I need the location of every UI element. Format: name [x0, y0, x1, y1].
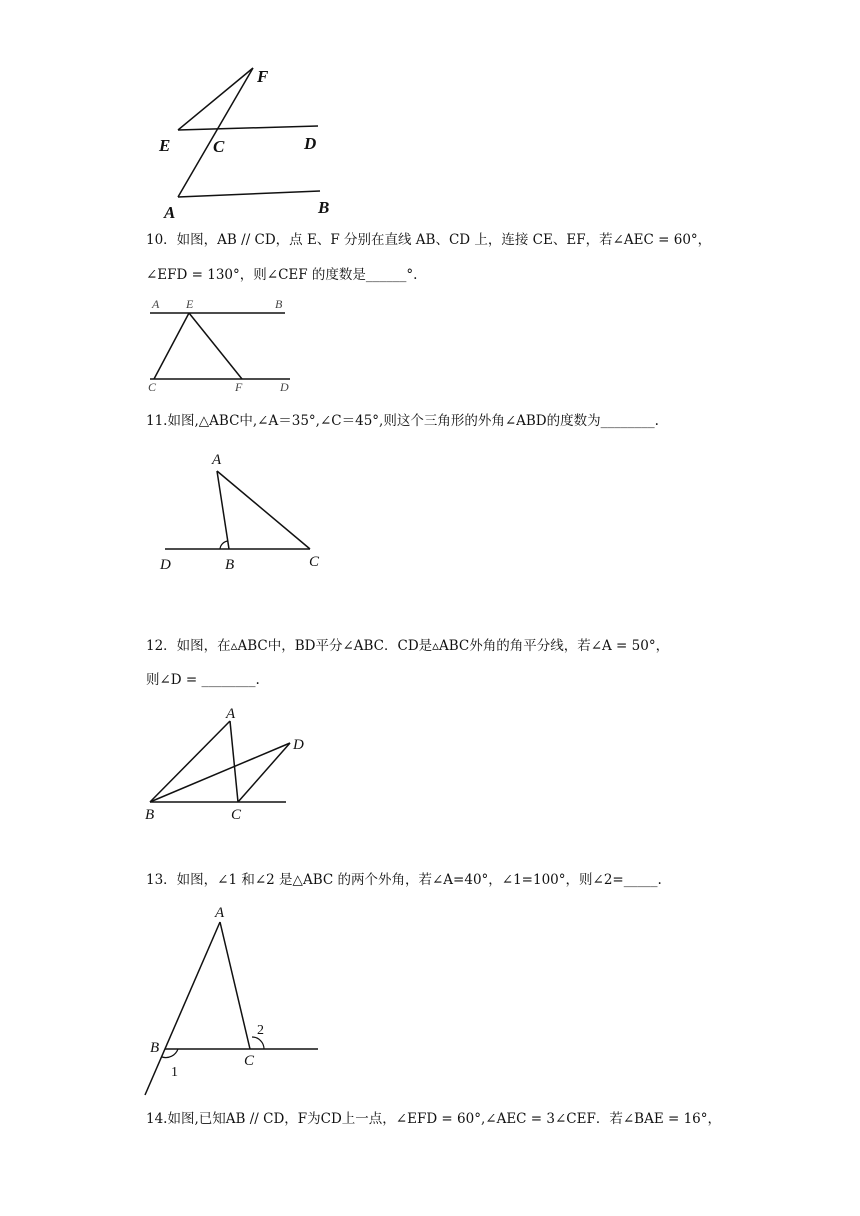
label-a: A: [152, 297, 160, 311]
angle-2-arc: [252, 1037, 264, 1049]
label-c: C: [231, 807, 242, 823]
label-d: D: [160, 557, 171, 573]
label-c: C: [309, 554, 320, 570]
segment-ef: [189, 313, 242, 379]
question-13-line-1: 13．如图，∠1 和∠2 是△ABC 的两个外角，若∠A=40°，∠1=100°，则∠2=_____.: [146, 872, 662, 888]
label-b: B: [318, 198, 330, 217]
segment-ba: [150, 721, 230, 802]
label-b: B: [150, 1040, 160, 1056]
label-f: F: [257, 67, 269, 86]
question-12-line-1: 12．如图，在▵ABC中，BD平分∠ABC．CD是▵ABC外角的角平分线，若∠A = 50°，: [146, 638, 670, 654]
question-11-line-1: 11.如图,△ABC中,∠A＝35°,∠C＝45°,则这个三角形的外角∠ABD的度数为________.: [146, 413, 659, 429]
label-b: B: [145, 807, 155, 823]
label-a: A: [226, 706, 236, 722]
segment-ab: [217, 471, 229, 549]
label-e: E: [186, 297, 194, 311]
angle-abd-arc: [220, 541, 228, 549]
line-ab-extended: [145, 922, 220, 1095]
label-f: F: [235, 380, 243, 394]
segment-ac: [220, 922, 250, 1049]
label-d: D: [280, 380, 289, 394]
figure-q13: [140, 900, 330, 1100]
question-12-line-2: 则∠D = ________.: [146, 672, 260, 688]
question-10-line-1: 10．如图，AB // CD，点 E、F 分别在直线 AB、CD 上，连接 CE、EF，若∠AEC = 60°，: [146, 232, 712, 248]
label-angle-2: 2: [257, 1023, 264, 1038]
segment-ec: [154, 313, 189, 379]
segment-ed: [178, 126, 318, 130]
segment-bd: [150, 743, 290, 802]
label-c: C: [148, 380, 157, 394]
label-d: D: [304, 134, 317, 153]
label-d: D: [293, 737, 304, 753]
segment-ab: [178, 191, 320, 197]
label-angle-1: 1: [171, 1065, 178, 1080]
label-a: A: [215, 905, 225, 921]
question-10-line-2: ∠EFD = 130°，则∠CEF 的度数是______°.: [146, 267, 418, 283]
figure-q9: [150, 60, 350, 225]
label-a: A: [164, 203, 176, 222]
figure-q12: [140, 700, 320, 830]
question-14-line-1: 14.如图,已知AB // CD，F为CD上一点，∠EFD = 60°,∠AEC = 3∠CEF．若∠BAE = 16°，: [146, 1111, 722, 1127]
label-b: B: [225, 557, 235, 573]
segment-ef: [178, 68, 253, 130]
label-a: A: [212, 452, 222, 468]
segment-ac: [230, 721, 238, 802]
label-e: E: [159, 136, 171, 155]
label-c: C: [244, 1053, 255, 1069]
segment-fa: [178, 68, 253, 197]
label-c: C: [213, 137, 225, 156]
figure-q10: [145, 295, 295, 395]
figure-q11: [150, 445, 340, 580]
segment-cd: [238, 743, 290, 802]
label-b: B: [275, 297, 283, 311]
segment-ac: [217, 471, 310, 549]
